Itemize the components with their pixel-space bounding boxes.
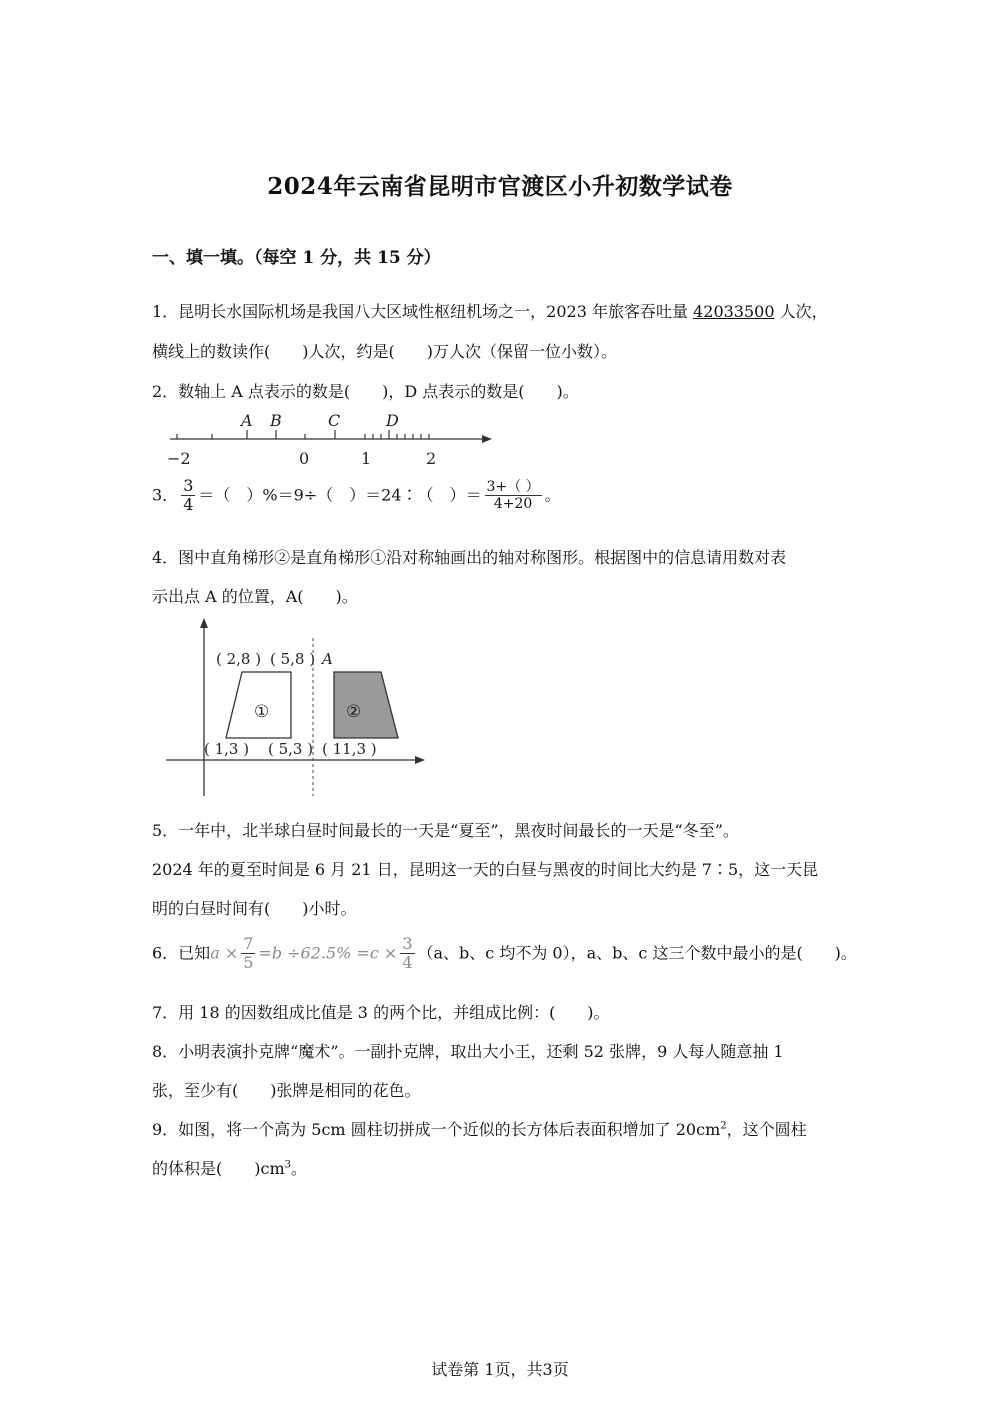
question-8-line-2: 张，至少有( )张牌是相同的花色。 [152,1081,421,1100]
question-8-line-1: 8．小明表演扑克牌“魔术”。一副扑克牌，取出大小王，还剩 52 张牌，9 人每人随意抽 1 [152,1042,784,1061]
point-a-label: A [322,650,333,668]
tick-label-2: 2 [426,449,437,468]
fraction-three-quarters-2: $\frac{3}{4}$ [402,934,413,973]
question-4-line-1: 4．图中直角梯形②是直角梯形①沿对称轴画出的轴对称图形。根据图中的信息请用数对表 [152,548,787,567]
label-1-3: ( 1,3 ) [204,740,250,758]
point-label-b: B [270,411,282,430]
trapezoid-figure [160,616,435,801]
question-5-line-1: 5．一年中，北半球白昼时间最长的一天是“夏至”，黑夜时间最长的一天是“冬至”。 [152,821,739,840]
question-4-line-2: 示出点 A 的位置，A( )。 [152,587,358,606]
point-label-d: D [386,411,399,430]
page-title: 2024年云南省昆明市官渡区小升初数学试卷 [267,173,733,200]
question-9-line-1: 9．如图，将一个高为 5cm 圆柱切拼成一个近似的长方体后表面积增加了 $20cm^2$，这个圆柱 [152,1120,807,1139]
question-1-line-2: 横线上的数读作( )人次，约是( )万人次（保留一位小数）。 [152,342,617,361]
point-label-c: C [328,411,341,430]
label-5-3: ( 5,3 ) [268,740,314,758]
page-footer: 试卷第 1页，共3页 [431,1360,569,1379]
question-6: 6．已知a × $\frac{7}{5}$ =b ÷62.5% =c × $\frac{3}{4}$ （a、b、c 均不为 0），a、b、c 这三个数中最小的是( )。 [152,934,857,973]
question-5-line-3: 明的白昼时间有( )小时。 [152,899,357,918]
question-5-line-2: 2024 年的夏至时间是 6 月 21 日，昆明这一天的白昼与黑夜的时间比大约是 7∶5，这一天昆 [152,860,819,879]
fraction-expression: $\frac{3+( )}{4+20}$ [486,479,540,513]
fraction-three-quarters: $\frac{3}{4}$ [183,476,194,515]
fraction-seven-fifths: $\frac{7}{5}$ [243,934,254,973]
question-7: 7．用 18 的因数组成比值是 3 的两个比，并组成比例：( )。 [152,1003,610,1022]
underlined-number: 42033500 [693,302,775,321]
trapezoid-1-label: ① [254,702,270,722]
label-5-8: ( 5,8 ) [270,650,316,668]
tick-label-neg2: −2 [167,449,191,468]
label-11-3: ( 11,3 ) [322,740,377,758]
question-2: 2．数轴上 A 点表示的数是( )，D 点表示的数是( )。 [152,382,579,401]
question-1-line-1: 1．昆明长水国际机场是我国八大区域性枢纽机场之一，2023 年旅客吞吐量 42033500 人次， [152,302,828,321]
question-9-line-2: 的体积是( )$cm^3$。 [152,1159,308,1178]
point-label-a: A [241,411,253,430]
number-line-figure [165,408,500,470]
tick-label-0: 0 [299,449,310,468]
section-heading: 一、填一填。（每空 1 分，共 15 分） [152,248,441,268]
tick-label-1: 1 [361,449,372,468]
label-2-8: ( 2,8 ) [216,650,262,668]
question-3: 3． $\frac{3}{4}$ ＝（ ）%＝9÷（ ）＝24∶（ ）＝ $\frac{3+( )}{4+20}$ 。 [152,476,561,515]
trapezoid-2-label: ② [346,702,362,722]
